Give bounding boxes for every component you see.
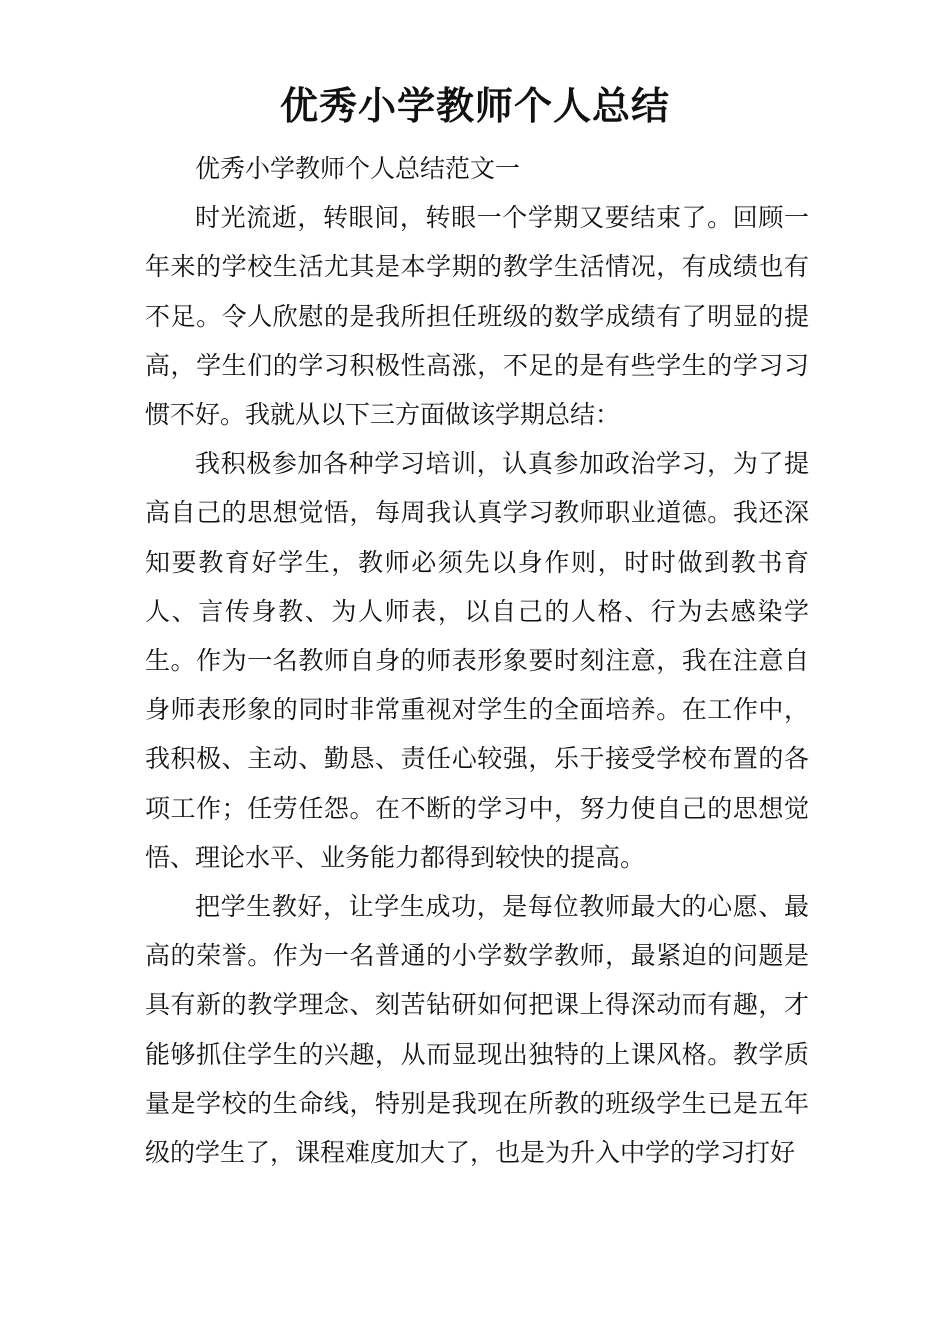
- paragraph: 我积极参加各种学习培训，认真参加政治学习，为了提高自己的思想觉悟，每周我认真学习教师职业道德。我还深知要教育好学生，教师必须先以身作则，时时做到教书育人、言传身教、为人师表，以自己的人格、行为去感染学生。作为一名教师自身的师表形象要时刻注意，我在注意自身师表形象的同时非常重视对学生的全面培养。在工作中，我积极、主动、勤恳、责任心较强，乐于接受学校布置的各项工作；任劳任怨。在不断的学习中，努力使自己的思想觉悟、理论水平、业务能力都得到较快的提高。: [145, 449, 809, 872]
- document-title: 优秀小学教师个人总结: [279, 83, 670, 128]
- paragraph: 把学生教好，让学生成功，是每位教师最大的心愿、最高的荣誉。作为一名普通的小学数学教师，最紧迫的问题是具有新的教学理念、刻苦钻研如何把课上得深动而有趣，才能够抓住学生的兴趣，从而显现出独特的上课风格。教学质量是学校的生命线，特别是我现在所教的班级学生已是五年级的学生了，课程难度加大了，也是为升入中学的学习打好: [145, 892, 809, 1168]
- document-subtitle: 优秀小学教师个人总结范文一: [195, 154, 521, 183]
- paragraph: 时光流逝，转眼间，转眼一个学期又要结束了。回顾一年来的学校生活尤其是本学期的教学生活情况，有成绩也有不足。令人欣慰的是我所担任班级的数学成绩有了明显的提高，学生们的学习积极性高涨，不足的是有些学生的学习习惯不好。我就从以下三方面做该学期总结：: [145, 203, 809, 430]
- document-body: [145, 144, 809, 1177]
